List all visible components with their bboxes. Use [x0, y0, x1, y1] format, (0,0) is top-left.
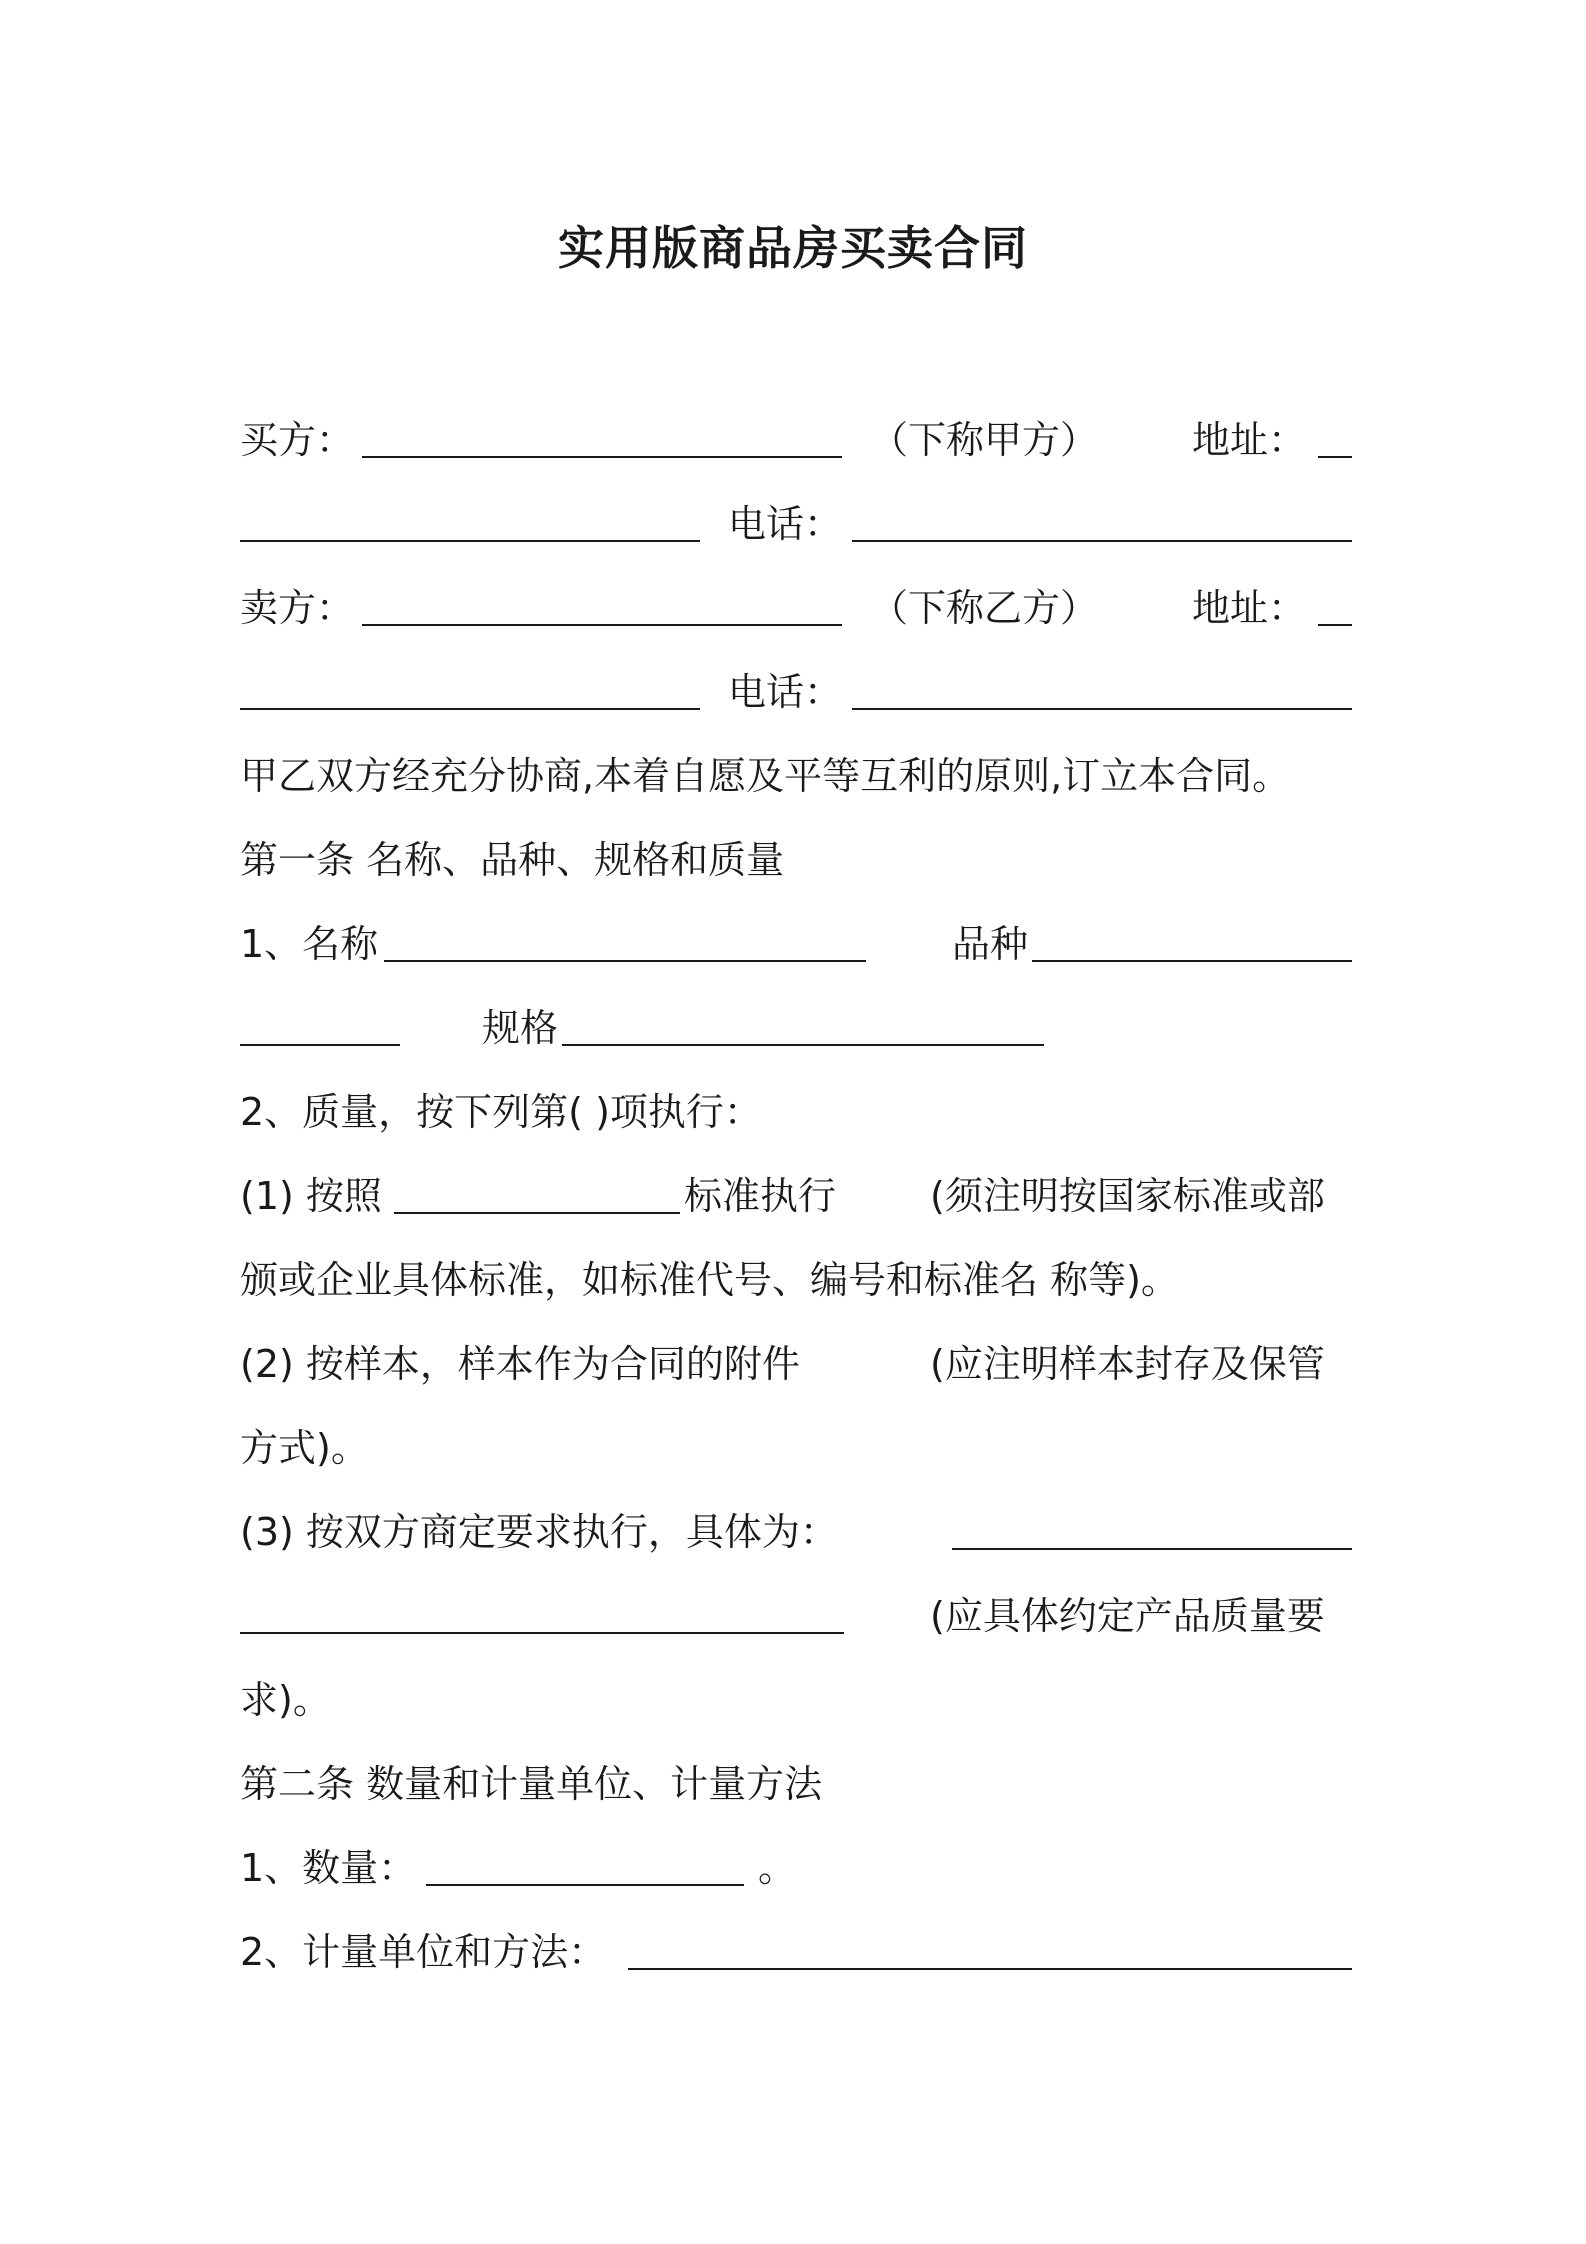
seller-label: 卖方：: [240, 586, 355, 630]
spec-label: 规格: [482, 1006, 559, 1050]
seller-line: [240, 578, 1352, 638]
variety-label: 品种: [952, 922, 1029, 966]
option1-standard-blank[interactable]: [394, 1212, 680, 1214]
article1-heading-line: [240, 830, 1352, 890]
buyer-address-blank[interactable]: [240, 540, 700, 542]
option1-prefix: (1) 按照: [240, 1174, 382, 1218]
seller-address-blank-start[interactable]: [1318, 624, 1352, 626]
option3-requirement-blank-cont[interactable]: [240, 1632, 844, 1634]
article1-spec-line: [240, 998, 1352, 1058]
option1-note-cont: 颁或企业具体标准，如标准代号、编号和标准名 称等)。: [240, 1258, 1179, 1302]
option3-text: (3) 按双方商定要求执行，具体为：: [240, 1510, 838, 1554]
option3-note-line: [240, 1670, 1352, 1730]
buyer-address-label: 地址：: [1192, 418, 1307, 462]
preamble: [240, 746, 1352, 806]
name-blank[interactable]: [384, 960, 866, 962]
option2-note: (应注明样本封存及保管: [930, 1342, 1325, 1386]
quantity-end: 。: [758, 1846, 797, 1890]
quality-text: 2、质量，按下列第( )项执行：: [240, 1090, 762, 1134]
quantity-blank[interactable]: [426, 1884, 744, 1886]
buyer-line: [240, 410, 1352, 470]
unit-method-label: 2、计量单位和方法：: [240, 1930, 607, 1974]
option3-blank-line: [240, 1586, 1352, 1646]
document-title: 实用版商品房买卖合同: [558, 221, 1028, 275]
option1-note-line: [240, 1250, 1352, 1310]
option1-suffix: 标准执行: [684, 1174, 837, 1218]
buyer-designation: （下称甲方）: [870, 418, 1099, 462]
option1-line: [240, 1166, 1352, 1226]
preamble-text: 甲乙双方经充分协商,本着自愿及平等互利的原则,订立本合同。: [240, 754, 1291, 798]
option1-note: (须注明按国家标准或部: [930, 1174, 1325, 1218]
article2-heading-line: [240, 1754, 1352, 1814]
option3-note: (应具体约定产品质量要: [930, 1594, 1325, 1638]
quantity-label: 1、数量：: [240, 1846, 417, 1890]
article1-item1-line: [240, 914, 1352, 974]
buyer-name-blank[interactable]: [362, 456, 842, 458]
seller-address-blank[interactable]: [240, 708, 700, 710]
seller-designation: （下称乙方）: [870, 586, 1099, 630]
seller-phone-label: 电话：: [728, 670, 843, 714]
buyer-phone-line: [240, 494, 1352, 554]
buyer-phone-blank[interactable]: [852, 540, 1352, 542]
article1-item2-line: [240, 1082, 1352, 1142]
seller-phone-line: [240, 662, 1352, 722]
quantity-line: [240, 1838, 1352, 1898]
spec-blank[interactable]: [562, 1044, 1044, 1046]
seller-name-blank[interactable]: [362, 624, 842, 626]
variety-blank-cont[interactable]: [240, 1044, 400, 1046]
variety-blank[interactable]: [1032, 960, 1352, 962]
buyer-address-blank-start[interactable]: [1318, 456, 1352, 458]
article2-heading: 第二条 数量和计量单位、计量方法: [240, 1762, 823, 1806]
unit-method-line: [240, 1922, 1352, 1982]
option2-note-cont: 方式)。: [240, 1426, 369, 1470]
option3-line: [240, 1502, 1352, 1562]
option2-line: [240, 1334, 1352, 1394]
option2-text: (2) 按样本，样本作为合同的附件: [240, 1342, 800, 1386]
seller-address-label: 地址：: [1192, 586, 1307, 630]
seller-phone-blank[interactable]: [852, 708, 1352, 710]
option3-note-cont: 求)。: [240, 1678, 331, 1722]
option2-note-line: [240, 1418, 1352, 1478]
option3-requirement-blank[interactable]: [952, 1548, 1352, 1550]
article1-heading: 第一条 名称、品种、规格和质量: [240, 838, 785, 882]
buyer-label: 买方：: [240, 418, 355, 462]
unit-method-blank[interactable]: [628, 1968, 1352, 1970]
name-label: 1、名称: [240, 922, 379, 966]
buyer-phone-label: 电话：: [728, 502, 843, 546]
